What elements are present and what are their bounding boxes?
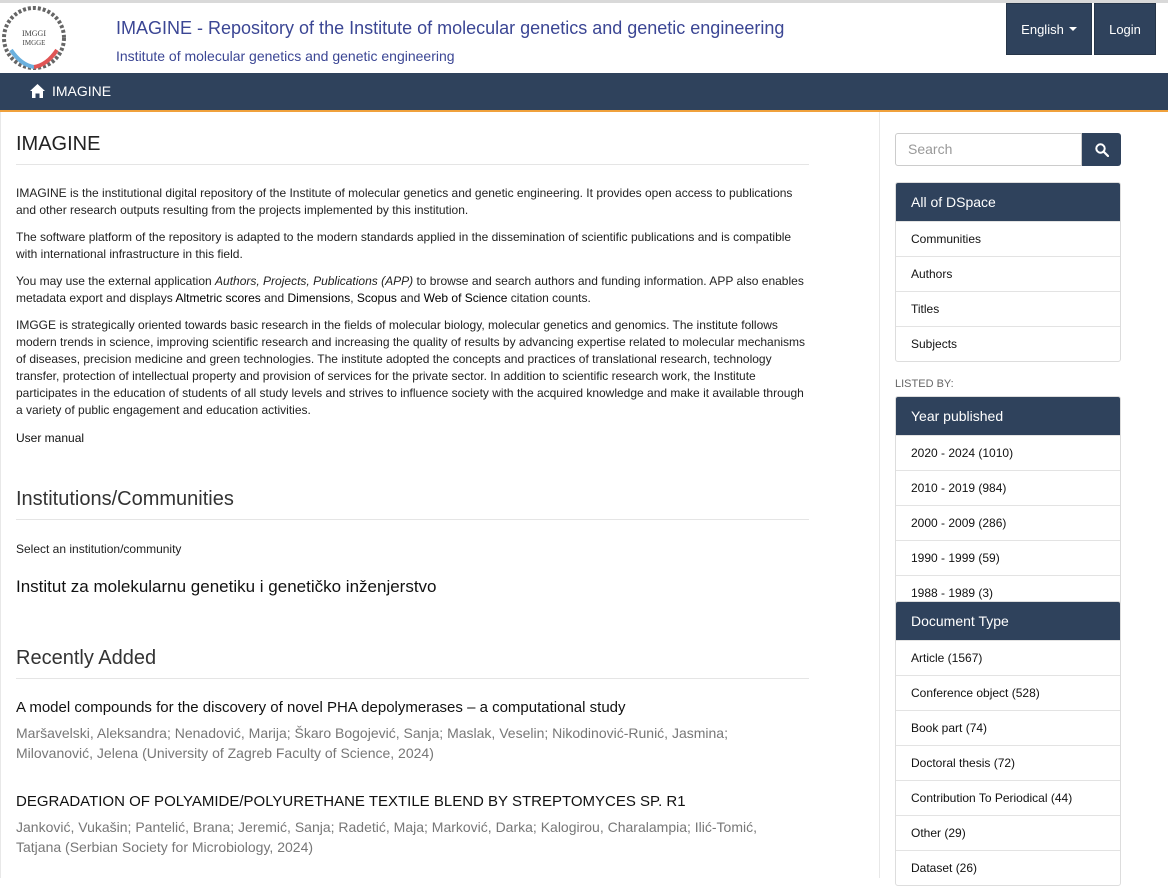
sidebar-border [879,112,880,878]
dimensions-link[interactable]: Dimensions [287,291,351,305]
divider [16,678,809,679]
recent-item-publisher: (Serbian Society for Microbiology, 2024) [65,839,314,855]
doctype-panel [895,601,1121,886]
browse-authors-link[interactable]: Authors [896,256,1120,291]
communities-hint: Select an institution/community [16,542,182,556]
search-icon [1095,143,1109,157]
site-title-prefix: IMAGINE [116,18,193,38]
p3-and-2: and [396,291,424,305]
home-icon [30,84,45,98]
app-link[interactable]: Authors, Projects, Publications (APP) [215,274,414,288]
recent-item-publisher: (University of Zagreb Faculty of Science, 2024) [142,745,434,761]
recent-item-authors: Janković, Vukašin; Pantelić, Brana; Jeremić, Sanja; Radetić, Maja; Marković, Darka; Kalogirou, Charalampia; Ilić-Tomić, Tatjana [16,819,757,855]
year-facet-item[interactable]: 2020 - 2024 (1010) [896,435,1120,470]
intro-paragraph-2: The software platform of the repository is adapted to the modern standards applied in the dissemination of scientific publications and is compatible with international infrastructure in this field. [16,230,792,261]
recent-item-authors: Maršavelski, Aleksandra; Nenadović, Marija; Škaro Bogojević, Sanja; Maslak, Veselin; Nikodinović-Runić, Jasmina; Milovanović, Jelena [16,725,728,761]
communities-heading: Institutions/Communities [16,488,234,510]
year-panel [895,396,1121,611]
doctype-facet-item[interactable]: Article (1567) [896,640,1120,675]
user-manual-link[interactable]: User manual [16,431,85,445]
community-link[interactable]: Institut za molekularnu genetiku i genetičko inženjerstvo [16,577,437,596]
scopus-link[interactable]: Scopus [356,291,397,305]
logo-text-top: IMGGI [22,29,46,38]
recent-item-title[interactable]: DEGRADATION OF POLYAMIDE/POLYURETHANE TEXTILE BLEND BY STREPTOMYCES SP. R1 [16,793,686,810]
language-label: English [1021,21,1064,37]
p3-and-1: and [260,291,288,305]
recent-heading: Recently Added [16,647,157,669]
year-facet-item[interactable]: 1990 - 1999 (59) [896,540,1120,575]
wos-link[interactable]: Web of Science [423,291,508,305]
p3-comma: , [350,291,357,305]
browse-communities-link[interactable]: Communities [896,221,1120,256]
year-panel-heading: Year published [896,397,1120,435]
recent-item-meta [16,817,796,857]
divider [16,164,809,165]
year-facet-item[interactable]: 2000 - 2009 (286) [896,505,1120,540]
altmetric-link[interactable]: Altmetric scores [175,291,261,305]
dspace-panel-heading: All of DSpace [896,183,1120,221]
year-facet-item[interactable]: 1988 - 1989 (3) [896,575,1120,610]
divider [16,519,809,520]
page-title: IMAGINE [16,133,101,155]
search-button[interactable] [1082,133,1121,166]
browse-subjects-link[interactable]: Subjects [896,326,1120,361]
caret-down-icon [1069,27,1077,31]
logo-text-bottom: IMGGE [22,39,46,47]
p3-text-c: citation counts. [507,291,591,305]
listed-by-label: LISTED BY: [895,378,954,390]
recent-item-meta [16,723,796,763]
main-left-border [0,112,1,878]
search-input[interactable]: Search [895,133,1082,166]
language-dropdown[interactable] [1006,3,1092,55]
login-label: Login [1109,21,1141,37]
intro-paragraph-1: IMAGINE is the institutional digital repository of the Institute of molecular genetics and genetic engineering. It provides open access to publications and other research outputs resulting from the projects implemented by this institution. [16,186,793,217]
site-header [0,3,1168,73]
login-button[interactable] [1094,3,1156,55]
doctype-facet-item[interactable]: Book part (74) [896,710,1120,745]
year-facet-item[interactable]: 2010 - 2019 (984) [896,470,1120,505]
recent-item-title[interactable]: A model compounds for the discovery of novel PHA depolymerases – a computational study [16,699,626,716]
breadcrumb-home[interactable] [30,83,111,99]
doctype-facet-item[interactable]: Dataset (26) [896,850,1120,885]
doctype-facet-item[interactable]: Conference object (528) [896,675,1120,710]
p3-text-b: to browse and search authors and funding information. APP also enables metadata export and displays [16,274,804,305]
intro-paragraph-3 [16,273,806,307]
dspace-panel [895,182,1121,362]
intro-paragraph-4: IMGGE is strategically oriented towards basic research in the fields of molecular biology, molecular genetics and genomics. The institute follows modern trends in science, improving scientific research and increasing the quality of results by advancing expertise related to molecular mechanisms of diseases, precision medicine and green technologies. The institute adopted the concepts and practices of translational research, technology transfer, protection of intellectual property and provision of services for the private sector. In addition to scientific research work, the Institute participates in the education of students of all study levels and strives to influence society with the acquired knowledge and make it available through a variety of public engagement and education activities. [16,318,806,417]
breadcrumb-home-label: IMAGINE [52,83,112,99]
site-title[interactable] [116,18,784,39]
breadcrumb-bar [0,73,1168,112]
site-title-rest: - Repository of the Institute of molecular genetics and genetic engineering [192,18,785,38]
logo-icon[interactable] [1,5,67,71]
site-subtitle: Institute of molecular genetics and genetic engineering [116,48,455,64]
doctype-facet-item[interactable]: Contribution To Periodical (44) [896,780,1120,815]
doctype-facet-item[interactable]: Other (29) [896,815,1120,850]
doctype-facet-item[interactable]: Doctoral thesis (72) [896,745,1120,780]
browse-titles-link[interactable]: Titles [896,291,1120,326]
doctype-panel-heading: Document Type [896,602,1120,640]
p3-text-a: You may use the external application [16,274,216,288]
